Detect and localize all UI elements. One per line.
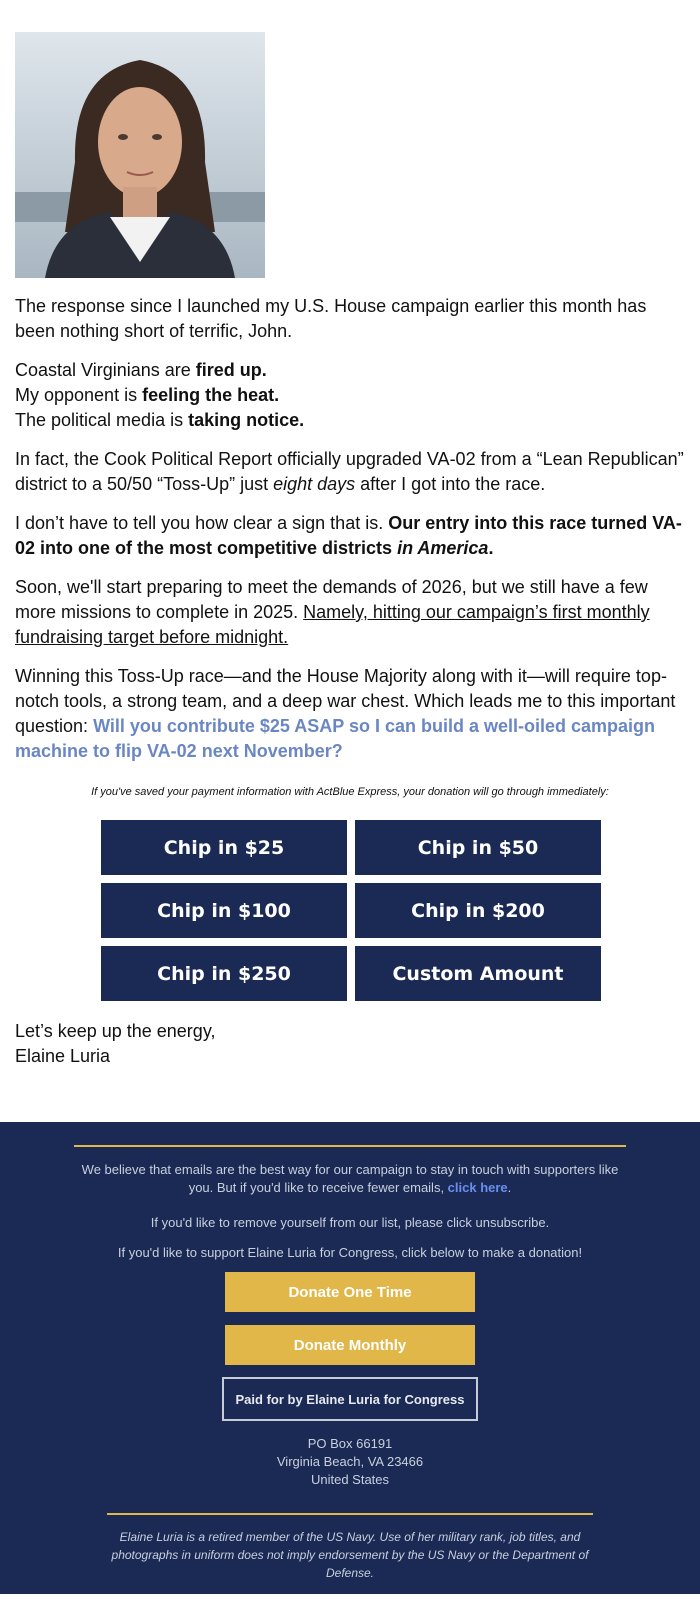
signoff: Let’s keep up the energy, Elaine Luria <box>15 1021 216 1066</box>
footer-emails-text: We believe that emails are the best way for our campaign to stay in touch with supporters like you. But if you'd like to receive fewer emails, click here. <box>81 1162 619 1195</box>
navy-disclaimer: Elaine Luria is a retired member of the US Navy. Use of her military rank, job titles, and photographs in uniform does not imply endorsement by the US Navy or the Department of Defense. <box>111 1530 589 1580</box>
paragraph-missions: Soon, we'll start preparing to meet the demands of 2026, but we still have a few more missions to complete in 2025. Namely, hitting our campaign’s first monthly fundraising target before midnight. <box>15 577 650 647</box>
paragraph-cook-report: In fact, the Cook Political Report officially upgraded VA-02 from a “Lean Republican” district to a 50/50 “Toss-Up” just eight days after I got into the race. <box>15 449 684 494</box>
fewer-emails-link[interactable]: click here <box>447 1180 508 1195</box>
actblue-note: If you've saved your payment information with ActBlue Express, your donation will go through immediately: <box>91 786 609 798</box>
unsubscribe-text[interactable]: If you'd like to remove yourself from our list, please click unsubscribe. <box>150 1215 550 1230</box>
footer-divider-top <box>74 1145 626 1147</box>
donate-one-time-button[interactable]: Donate One Time <box>225 1272 475 1312</box>
paragraph-intro: The response since I launched my U.S. House campaign earlier this month has been nothing short of terrific, John. <box>15 296 647 341</box>
fundraising-target-link[interactable]: Namely, hitting our campaign’s first monthly fundraising target before midnight. <box>15 602 650 647</box>
custom-amount-button[interactable]: Custom Amount <box>355 946 601 1001</box>
donate-monthly-button[interactable]: Donate Monthly <box>225 1325 475 1365</box>
chip-in-200-button[interactable]: Chip in $200 <box>355 883 601 938</box>
support-text: If you'd like to support Elaine Luria for Congress, click below to make a donation! <box>117 1245 583 1260</box>
footer <box>0 1122 700 1594</box>
paragraph-competitive: I don’t have to tell you how clear a sign that is. Our entry into this race turned VA-02 into one of the most competitive districts in America. <box>15 513 682 558</box>
candidate-photo <box>15 32 265 278</box>
chip-in-50-button[interactable]: Chip in $50 <box>355 820 601 875</box>
mailing-address: PO Box 66191 Virginia Beach, VA 23466 United States <box>276 1436 424 1487</box>
signature-name: Elaine Luria <box>15 1046 111 1066</box>
paid-for-box: Paid for by Elaine Luria for Congress <box>222 1377 478 1421</box>
chip-in-100-button[interactable]: Chip in $100 <box>101 883 347 938</box>
chip-in-25-button[interactable]: Chip in $25 <box>101 820 347 875</box>
contribute-link[interactable]: Will you contribute $25 ASAP so I can build a well-oiled campaign machine to flip VA-02 next November? <box>15 716 656 761</box>
chip-in-250-button[interactable]: Chip in $250 <box>101 946 347 1001</box>
footer-divider-bottom <box>107 1513 593 1515</box>
paragraph-momentum: Coastal Virginians are fired up. My opponent is feeling the heat. The political media is taking notice. <box>15 360 305 430</box>
donation-buttons <box>101 820 599 1001</box>
paragraph-ask: Winning this Toss-Up race—and the House Majority along with it—will require top-notch tools, a strong team, and a deep war chest. Which leads me to this important question: Will you contribute $25 ASAP so I can build a well-oiled campaign machine to flip VA-02 next November? <box>15 666 676 761</box>
